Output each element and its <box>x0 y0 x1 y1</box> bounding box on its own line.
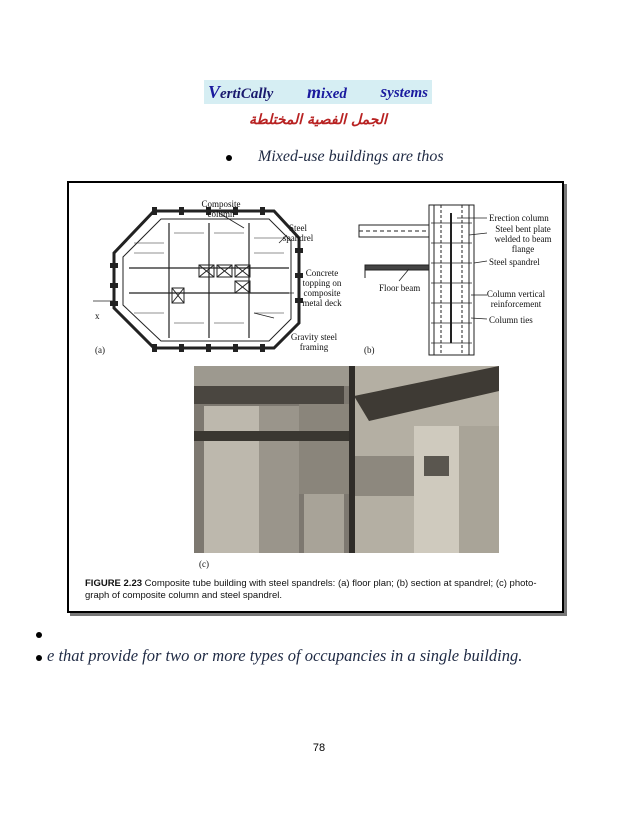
bullet-text-first: Mixed-use buildings are thos <box>258 148 444 165</box>
bullet-dot-empty <box>36 632 42 638</box>
label-erection-column: Erection column <box>489 213 549 223</box>
label-gravity-steel: Gravity steel framing <box>290 332 338 352</box>
caption-text: Composite tube building with steel spandrels: (a) floor plan; (b) section at spandrel; (c) photo-graph of composite column and steel spandrel. <box>85 578 537 601</box>
caption-label: FIGURE 2.23 <box>85 578 143 589</box>
label-floor-beam: Floor beam <box>379 283 421 293</box>
label-panel-b: (b) <box>364 345 375 355</box>
title-word-vertically: VertiCally <box>208 81 274 102</box>
label-steel-spandrel-b: Steel spandrel <box>489 257 540 267</box>
construction-photo <box>194 366 499 553</box>
title-word-mixed: mixed <box>307 81 347 102</box>
label-panel-c: (c) <box>199 559 209 569</box>
label-panel-a: (a) <box>95 345 105 355</box>
label-column-ties: Column ties <box>489 315 533 325</box>
bullet-dot-second <box>36 655 42 661</box>
label-steel-spandrel: Steel spandrel <box>282 223 314 243</box>
section-title <box>204 80 432 104</box>
label-composite-column: Composite column <box>201 199 241 219</box>
figure-box <box>67 181 564 613</box>
arabic-subtitle: الجمل الفصية المختلطة <box>249 112 387 128</box>
title-word-systems: systems <box>380 82 428 101</box>
label-column-vertical: Column vertical reinforcement <box>486 289 546 309</box>
bullet-dot <box>226 155 232 161</box>
bullet-text-second: e that provide for two or more types of occupancies in a single building. <box>47 646 523 665</box>
label-steel-bent: Steel bent plate welded to beam flange <box>494 224 552 254</box>
floor-plan-drawing <box>93 207 303 352</box>
figure-caption <box>85 578 555 602</box>
label-concrete-topping: Concrete topping on composite metal deck <box>302 268 342 308</box>
page-number: 78 <box>312 742 326 754</box>
label-x-mark: x <box>95 311 100 321</box>
section-drawing <box>359 205 487 355</box>
